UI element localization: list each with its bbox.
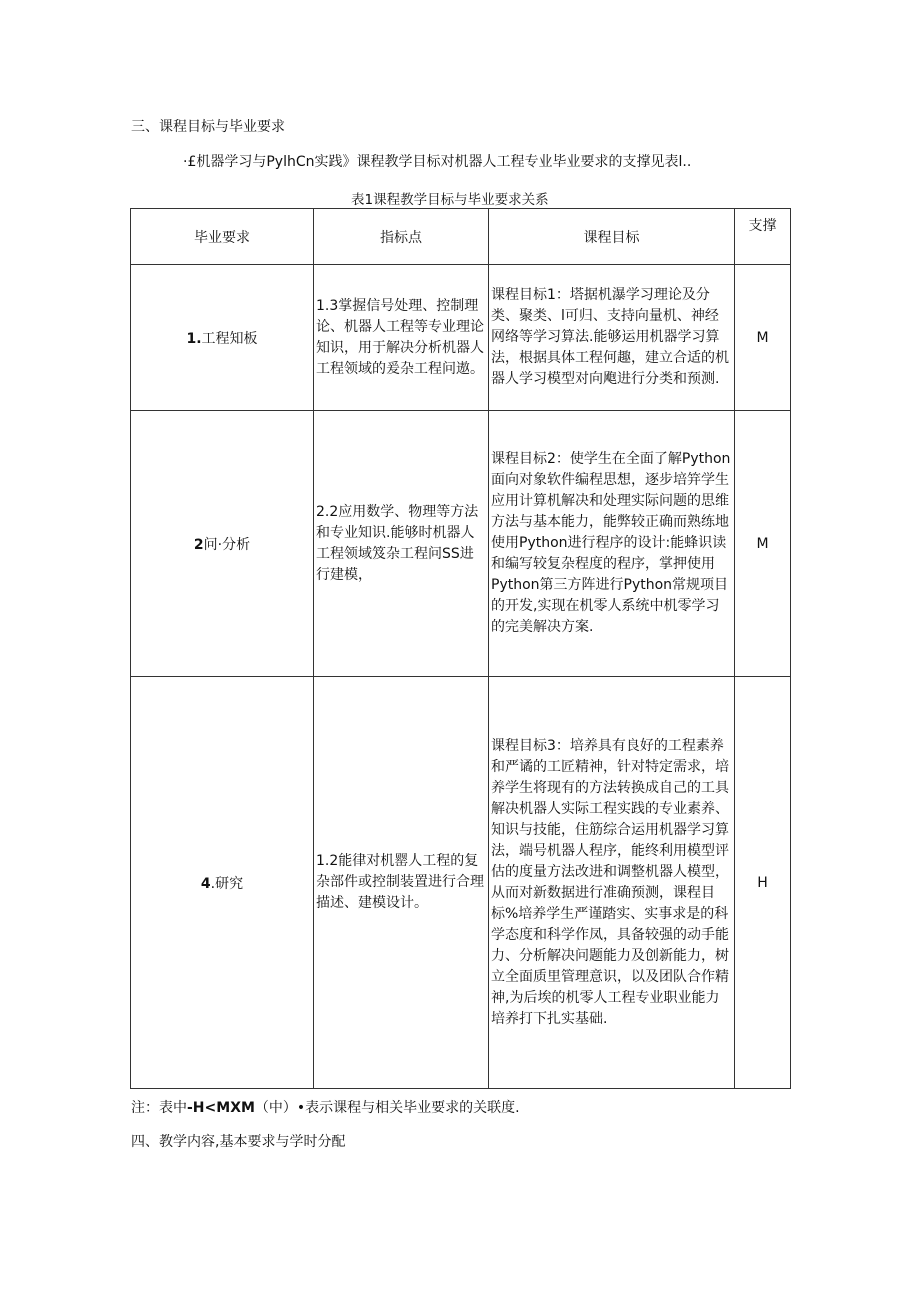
requirement-cell xyxy=(131,265,314,411)
indicator-cell: 1.2能律对机罂人工程的复杂部件或控制装置进行合理描述、建模设计。 xyxy=(314,677,489,1089)
indicator-cell: 2.2应用数学、物理等方法和专业知识.能够时机器人工程领域笈杂工程问SS进行建模， xyxy=(314,411,489,677)
indicator-cell: 1.3掌握信号处理、控制理论、机器人工程等专业理论知识，用于解决分析机器人工程领域的爰杂工程问遨。 xyxy=(314,265,489,411)
note-levels: -H<MXM xyxy=(187,1100,255,1116)
requirement-number: 2 xyxy=(193,536,204,553)
table-caption: 表1课程教学目标与毕业要求关系 xyxy=(351,192,549,208)
requirement-text: .研究 xyxy=(210,875,244,892)
course-goal-cell: 课程目标3：培养具有良好的工程素养和严谲的工匠精神，针对特定需求，培养学生将现有的方法转换成自己的工具解决机器人实际工程实践的专业素养、知识与技能，住筋综合运用机器学习算法，端号机器人程序，能终利用模型评估的度量方法改进和调整机器人模型，从而对新数据进行准确预测，课程目标%培养学生严谨踏实、实事求是的科学态度和科学作凤，具备较强的动手能力、分析解决问题能力及创新能力，树立全面质里管理意识，以及团队合作精神,为后埃的机零人工程专业职业能力培养打下扎实基础. xyxy=(489,677,735,1089)
requirement-cell xyxy=(131,677,314,1089)
note-suffix: （中）•表示课程与相关毕业要求的关联度. xyxy=(254,1100,520,1116)
requirement-number: 1. xyxy=(186,330,202,347)
header-course-goal: 课程目标 xyxy=(489,209,735,265)
requirement-text: 工程知板 xyxy=(201,330,258,347)
intro-paragraph: ·£机器学习与PylhCn实践》课程教学目标对机器人工程专业毕业要求的支撑见表l.. xyxy=(183,154,692,170)
table-row xyxy=(131,265,791,411)
note-prefix: 注：表中 xyxy=(131,1100,187,1116)
support-level: M xyxy=(735,411,791,677)
table-row xyxy=(131,677,791,1089)
header-support: 支撑 xyxy=(735,209,791,265)
section-4-title: 四、教学内容,基本要求与学时分配 xyxy=(131,1134,346,1150)
requirement-cell xyxy=(131,411,314,677)
table-row xyxy=(131,411,791,677)
support-level: H xyxy=(735,677,791,1089)
table-header-row xyxy=(131,209,791,265)
support-level: M xyxy=(735,265,791,411)
requirements-table xyxy=(130,208,791,1089)
course-goal-cell: 课程目标2：使学生在全面了解Python面向对象软件编程思想，逐步培笄学生应用计算机解决和处理实际问题的思维方法与基本能力，能弊较正确而熟练地使用Python进行程序的设计:能蜂识读和编写较复杂程度的程序，掌押使用Python第三方阵进行Python常规项目的开发,实现在机零人系统中机零学习的完美解决方案. xyxy=(489,411,735,677)
section-3-title: 三、课程目标与毕业要求 xyxy=(131,119,285,135)
requirement-number: 4 xyxy=(200,875,211,892)
header-graduation-requirement: 毕业要求 xyxy=(131,209,314,265)
header-indicator: 指标点 xyxy=(314,209,489,265)
course-goal-cell: 课程目标1：塔据机瀑学习理论及分类、聚类、l可归、支持向量机、神经网络等学习算法.能够运用机器学习算法，根据具体工程何趣，建立合适的机器人学习模型对向飑进行分类和预测. xyxy=(489,265,735,411)
requirement-text: 问·分析 xyxy=(203,536,251,553)
table-note xyxy=(131,1097,520,1117)
